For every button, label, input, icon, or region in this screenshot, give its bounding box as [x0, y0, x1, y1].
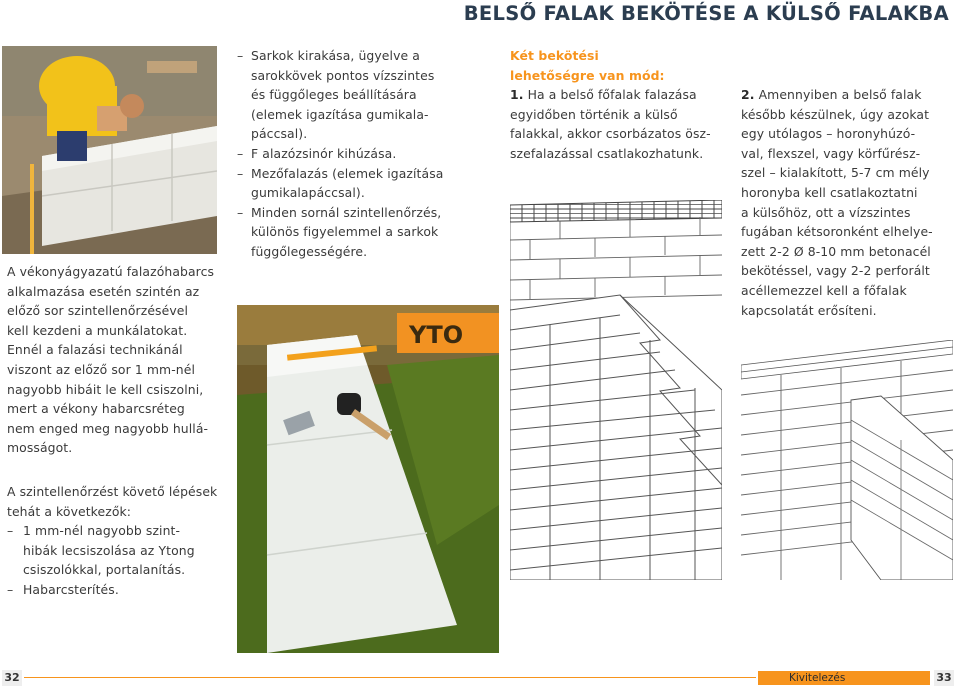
option-2-line: bekötéssel, vagy 2-2 perforált — [741, 263, 930, 279]
step-line: 1 mm-nél nagyobb szint- — [23, 523, 181, 539]
bullet-line: Mezőfalazás (elemek igazítása — [251, 165, 444, 181]
option-2-line: zett 2-2 Ø 8-10 mm betonacél — [741, 243, 931, 259]
intro-line: kell kezdeni a munkálatokat. — [7, 322, 188, 338]
worker-photo — [2, 46, 217, 254]
option-2-line: később készülnek, úgy azokat — [741, 106, 930, 122]
bullet-item: – Mezőfalazás (elemek igazítása gumikalapáccsal). — [237, 164, 499, 203]
option-2-text: Amennyiben a belső falak — [758, 87, 922, 102]
option-1-text: Ha a belső főfalak falazása — [527, 87, 697, 102]
step-line: hibák lecsiszolása az Ytong — [23, 542, 195, 558]
bullet-line: Minden sornál szintellenőrzés, — [251, 204, 442, 220]
option-2-line: egy utólagos – horonyhúzó- — [741, 126, 916, 142]
intro-line: alkalmazása esetén szintén az — [7, 283, 200, 299]
steps-block — [7, 482, 222, 600]
option-2-line: a külsőhöz, ott a vízszintes — [741, 204, 911, 220]
option-2-line: fugában kétsoronként elhelye- — [741, 224, 933, 240]
bullet-line: Sarkok kirakása, ügyelve a — [251, 48, 420, 63]
option-2-line: horonyba kell csatlakoztatni — [741, 184, 918, 200]
step-item: – Habarcsterítés. — [7, 580, 222, 600]
sign-text: YTO — [409, 321, 464, 349]
heading-line: lehetőségre van mód: — [510, 67, 665, 83]
bullet-line: különös figyelemmel a sarkok — [251, 224, 439, 240]
section-label: Kivitelezés — [789, 672, 846, 684]
bullet-item: – Minden sornál szintellenőrzés, különös figyelemmel a sarkok függőlegességére. — [237, 203, 499, 262]
bullet-line: és függőleges beállítására — [251, 87, 417, 103]
bullet-item: – F alazózsinór kihúzása. — [237, 144, 499, 164]
steps-intro-line: tehát a következők: — [7, 503, 132, 519]
toothed-bond-diagram — [510, 200, 722, 580]
option-2-number: 2. — [741, 87, 755, 102]
intro-line: nagyobb hibáit le kell csiszolni, — [7, 381, 204, 397]
option-1-line: egyidőben történik a külső — [510, 106, 678, 122]
bullet-list — [237, 46, 499, 262]
footer-rule-left — [24, 677, 756, 678]
option-1-line — [510, 85, 738, 105]
step-item: – 1 mm-nél nagyobb szint- hibák lecsiszolása az Ytong csiszolókkal, portalanítás. — [7, 521, 222, 580]
bullet-line: függőlegességére. — [251, 243, 368, 259]
wall-photo — [237, 305, 499, 653]
option-1-number: 1. — [510, 87, 524, 102]
option-2-line: acéllemezzel kell a főfalak — [741, 282, 907, 298]
bullet-line: (elemek igazítása gumikala- — [251, 106, 429, 122]
page-title: BELSŐ FALAK BEKÖTÉSE A KÜLSŐ FALAKBA — [463, 2, 949, 25]
intro-line: mosságot. — [7, 440, 73, 456]
option-2-line: val, flexszel, vagy körfűrész- — [741, 145, 921, 161]
page-number-right: 33 — [934, 670, 954, 686]
page-number-left: 32 — [2, 670, 22, 686]
bullet-item: – Sarkok kirakása, ügyelve a sarokkövek pontos vízszintes és függőleges beállítására (elemek igazítása gumikala- páccsal). — [237, 46, 499, 144]
intro-line: A vékonyágyazatú falazóhabarcs — [7, 264, 215, 279]
intro-line: viszont az előző sor 1 mm-nél — [7, 361, 195, 377]
heading-line: Két bekötési — [510, 48, 599, 63]
options-heading — [510, 46, 730, 85]
intro-paragraph — [7, 262, 217, 458]
steps-intro-line: A szintellenőrzést követő lépések — [7, 484, 218, 499]
bullet-line: páccsal). — [251, 126, 308, 142]
groove-bond-diagram — [741, 340, 953, 580]
option-1 — [510, 85, 738, 163]
intro-line: nem enged meg nagyobb hullá- — [7, 420, 209, 436]
bullet-line: gumikalapáccsal). — [251, 185, 365, 201]
bullet-line: F alazózsinór kihúzása. — [251, 145, 397, 161]
option-2 — [741, 85, 953, 320]
intro-line: előző sor szintellenőrzésével — [7, 303, 189, 319]
option-1-line: szefalazással csatlakozhatunk. — [510, 145, 704, 161]
step-line: csiszolókkal, portalanítás. — [23, 562, 186, 578]
bullet-line: sarokkövek pontos vízszintes — [251, 67, 435, 83]
option-2-line: szel – kialakított, 5-7 cm mély — [741, 165, 930, 181]
option-2-line — [741, 85, 953, 105]
step-line: Habarcsterítés. — [23, 581, 119, 597]
option-2-line: kapcsolatát erősíteni. — [741, 302, 877, 318]
intro-line: Ennél a falazási technikánál — [7, 342, 183, 358]
intro-line: mert a vékony habarcsréteg — [7, 401, 185, 417]
option-1-line: falakkal, akkor csorbázatos ösz- — [510, 126, 711, 142]
